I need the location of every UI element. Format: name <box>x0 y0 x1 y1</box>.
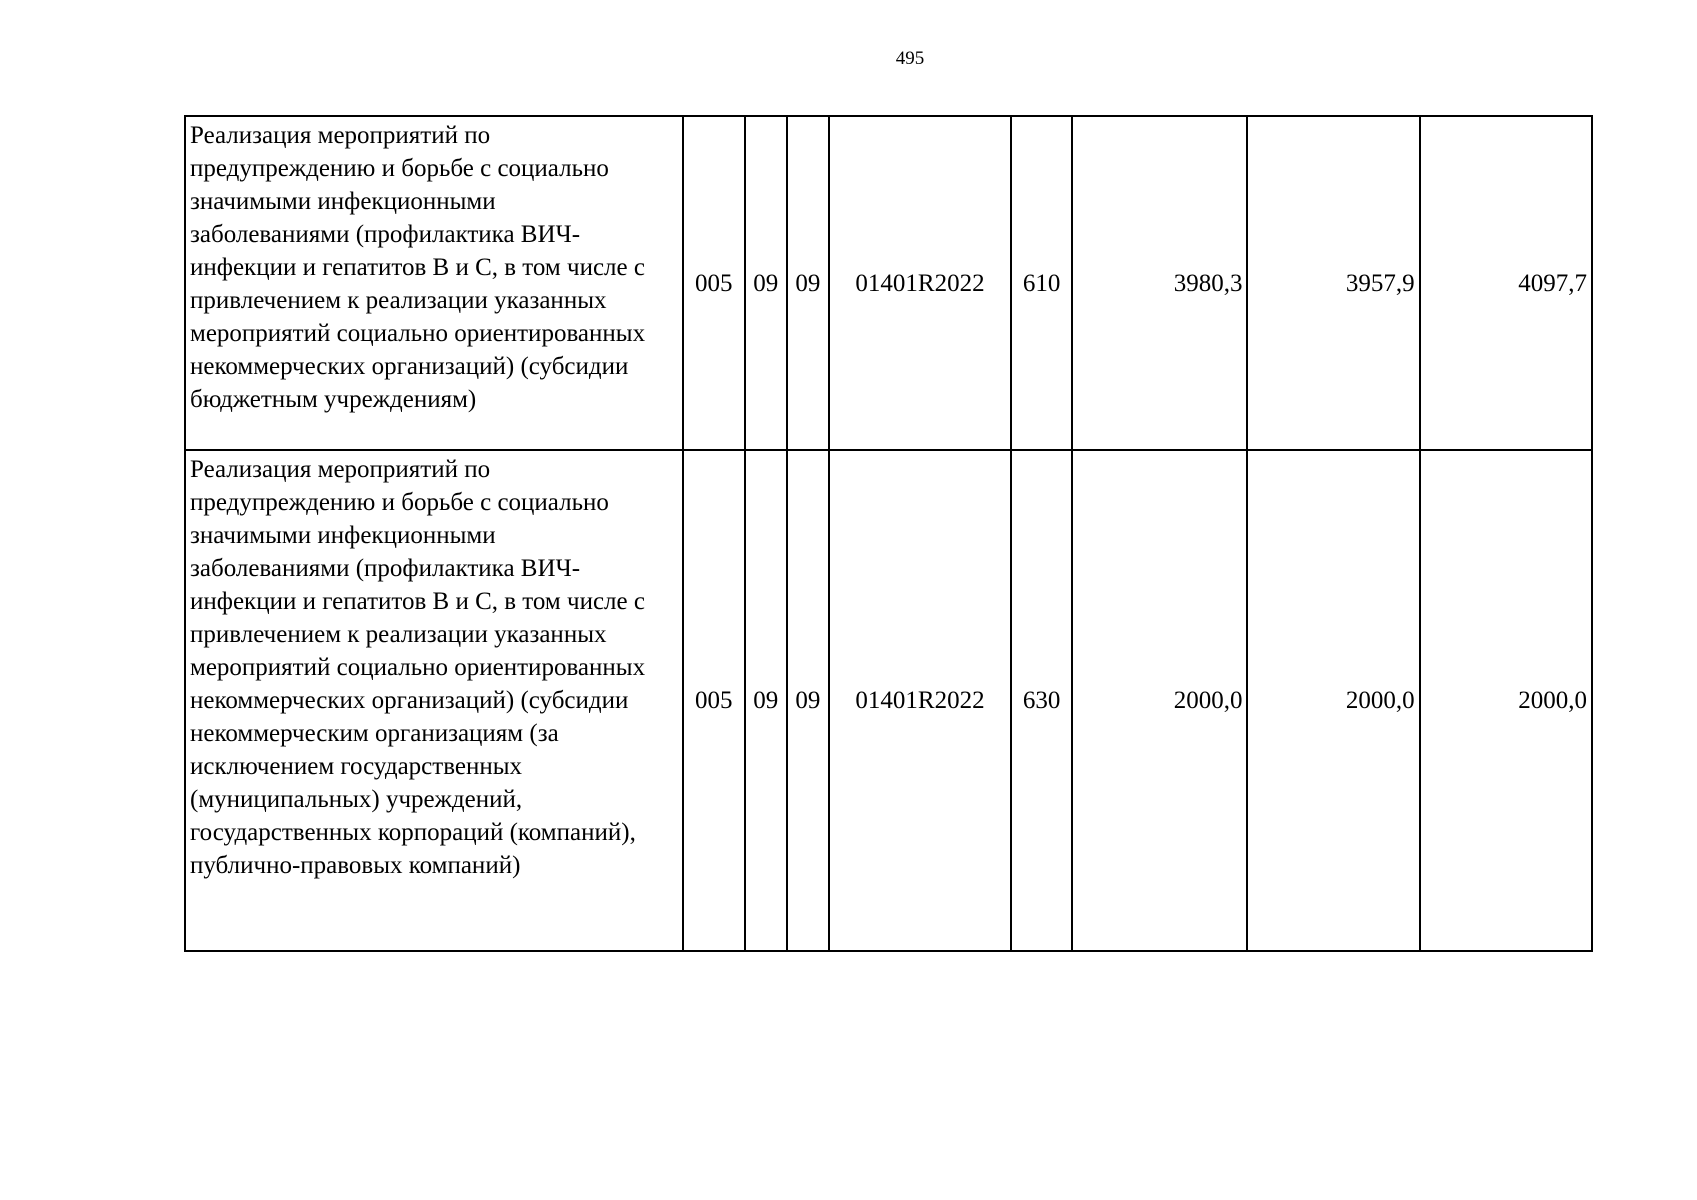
description-cell <box>185 116 683 450</box>
page-number: 495 <box>895 48 925 69</box>
subsection-cell: 09 <box>787 450 829 951</box>
ministry-code-cell: 005 <box>683 116 745 450</box>
subsection-cell: 09 <box>787 116 829 450</box>
target-article-cell: 01401R2022 <box>829 450 1011 951</box>
amount-2-cell: 3957,9 <box>1247 116 1419 450</box>
target-article-cell: 01401R2022 <box>829 116 1011 450</box>
amount-3-cell: 4097,7 <box>1420 116 1592 450</box>
amount-2-cell: 2000,0 <box>1247 450 1419 951</box>
ministry-code-cell: 005 <box>683 450 745 951</box>
expense-type-cell: 610 <box>1011 116 1072 450</box>
description-text: Реализация мероприятий по предупреждению и борьбе с социально значимыми инфекционными заболеваниями (профилактика ВИЧ- инфекции и гепатитов В и С, в том числе с привлечением к реализации указанных мероприятий социально ориентированных некоммерческих организаций) (субсидии бюджетным учреждениям) <box>190 122 646 413</box>
section-cell: 09 <box>745 450 787 951</box>
section-cell: 09 <box>745 116 787 450</box>
amount-3-cell: 2000,0 <box>1420 450 1592 951</box>
table-row <box>185 116 1592 450</box>
description-cell <box>185 450 683 951</box>
description-text: Реализация мероприятий по предупреждению и борьбе с социально значимыми инфекционными заболеваниями (профилактика ВИЧ- инфекции и гепатитов В и С, в том числе с привлечением к реализации указанных мероприятий социально ориентированных некоммерческих организаций) (субсидии некоммерческим организациям (за исключением государственных (муниципальных) учреждений, государственных корпораций (компаний), публично-правовых компаний) <box>190 456 646 879</box>
amount-1-cell: 3980,3 <box>1072 116 1247 450</box>
amount-1-cell: 2000,0 <box>1072 450 1247 951</box>
expense-type-cell: 630 <box>1011 450 1072 951</box>
budget-table <box>184 115 1593 952</box>
table-row <box>185 450 1592 951</box>
